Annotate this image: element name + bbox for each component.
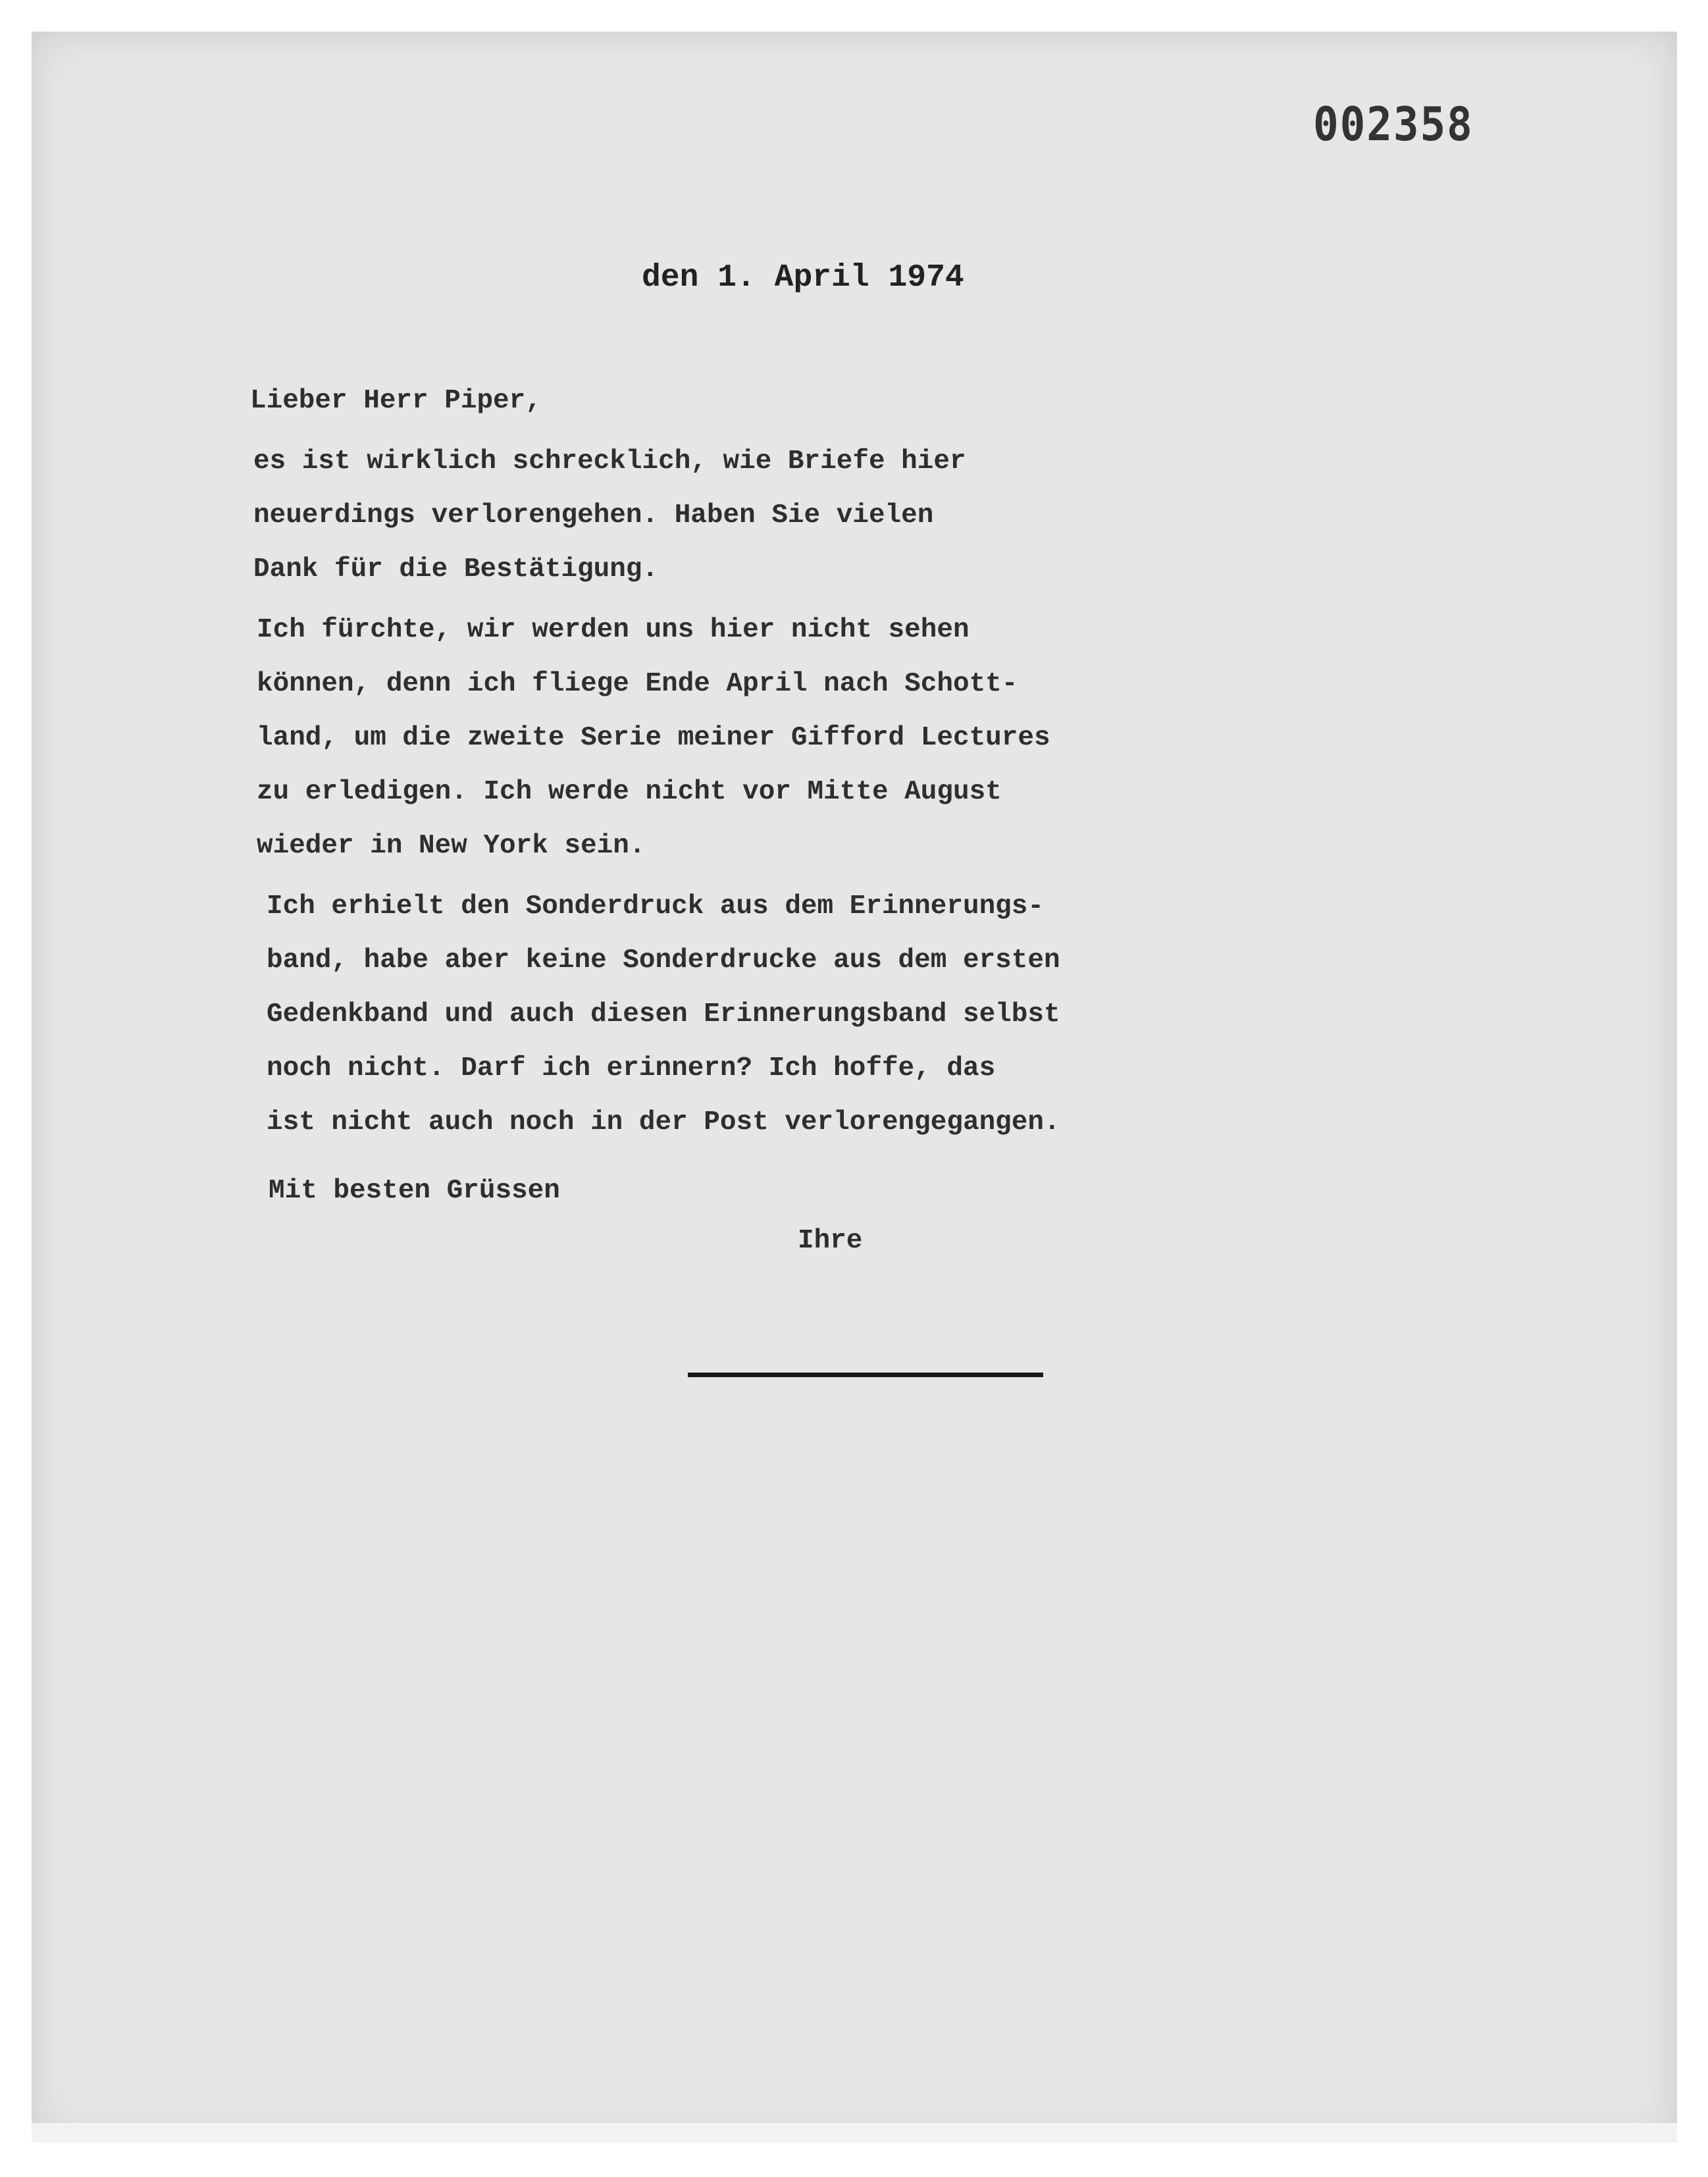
paragraph-1 xyxy=(253,434,1237,596)
paragraph-line: es ist wirklich schrecklich, wie Briefe hier xyxy=(253,446,966,477)
paragraph-line: land, um die zweite Serie meiner Gifford Lectures xyxy=(257,723,1050,753)
letter-body xyxy=(250,374,1237,1149)
archive-number-stamp: 002358 xyxy=(1313,97,1474,151)
sheet-edge xyxy=(32,2123,1677,2143)
signoff: Ihre xyxy=(798,1226,863,1256)
paragraph-line: zu erledigen. Ich werde nicht vor Mitte August xyxy=(257,777,1002,807)
paragraph-line: noch nicht. Darf ich erinnern? Ich hoffe, das xyxy=(267,1053,996,1084)
paragraph-line: Dank für die Bestätigung. xyxy=(253,554,659,585)
paragraph-line: neuerdings verlorengehen. Haben Sie vielen xyxy=(253,500,934,531)
paragraph-line: band, habe aber keine Sonderdrucke aus dem ersten xyxy=(267,945,1060,976)
paragraph-2 xyxy=(257,603,1237,873)
paragraph-line: Ich erhielt den Sonderdruck aus dem Erinnerungs- xyxy=(267,891,1044,922)
paragraph-line: Gedenkband und auch diesen Erinnerungsband selbst xyxy=(267,999,1060,1030)
salutation: Lieber Herr Piper, xyxy=(250,386,542,416)
paragraph-line: wieder in New York sein. xyxy=(257,831,646,861)
paragraph-line: ist nicht auch noch in der Post verlorengegangen. xyxy=(267,1107,1060,1138)
paragraph-3 xyxy=(267,879,1237,1149)
letter-date: den 1. April 1974 xyxy=(642,260,964,296)
closing-line: Mit besten Grüssen xyxy=(269,1176,560,1206)
signature-line xyxy=(688,1373,1043,1377)
paragraph-line: können, denn ich fliege Ende April nach Schott- xyxy=(257,669,1018,699)
paragraph-line: Ich fürchte, wir werden uns hier nicht sehen xyxy=(257,615,970,645)
